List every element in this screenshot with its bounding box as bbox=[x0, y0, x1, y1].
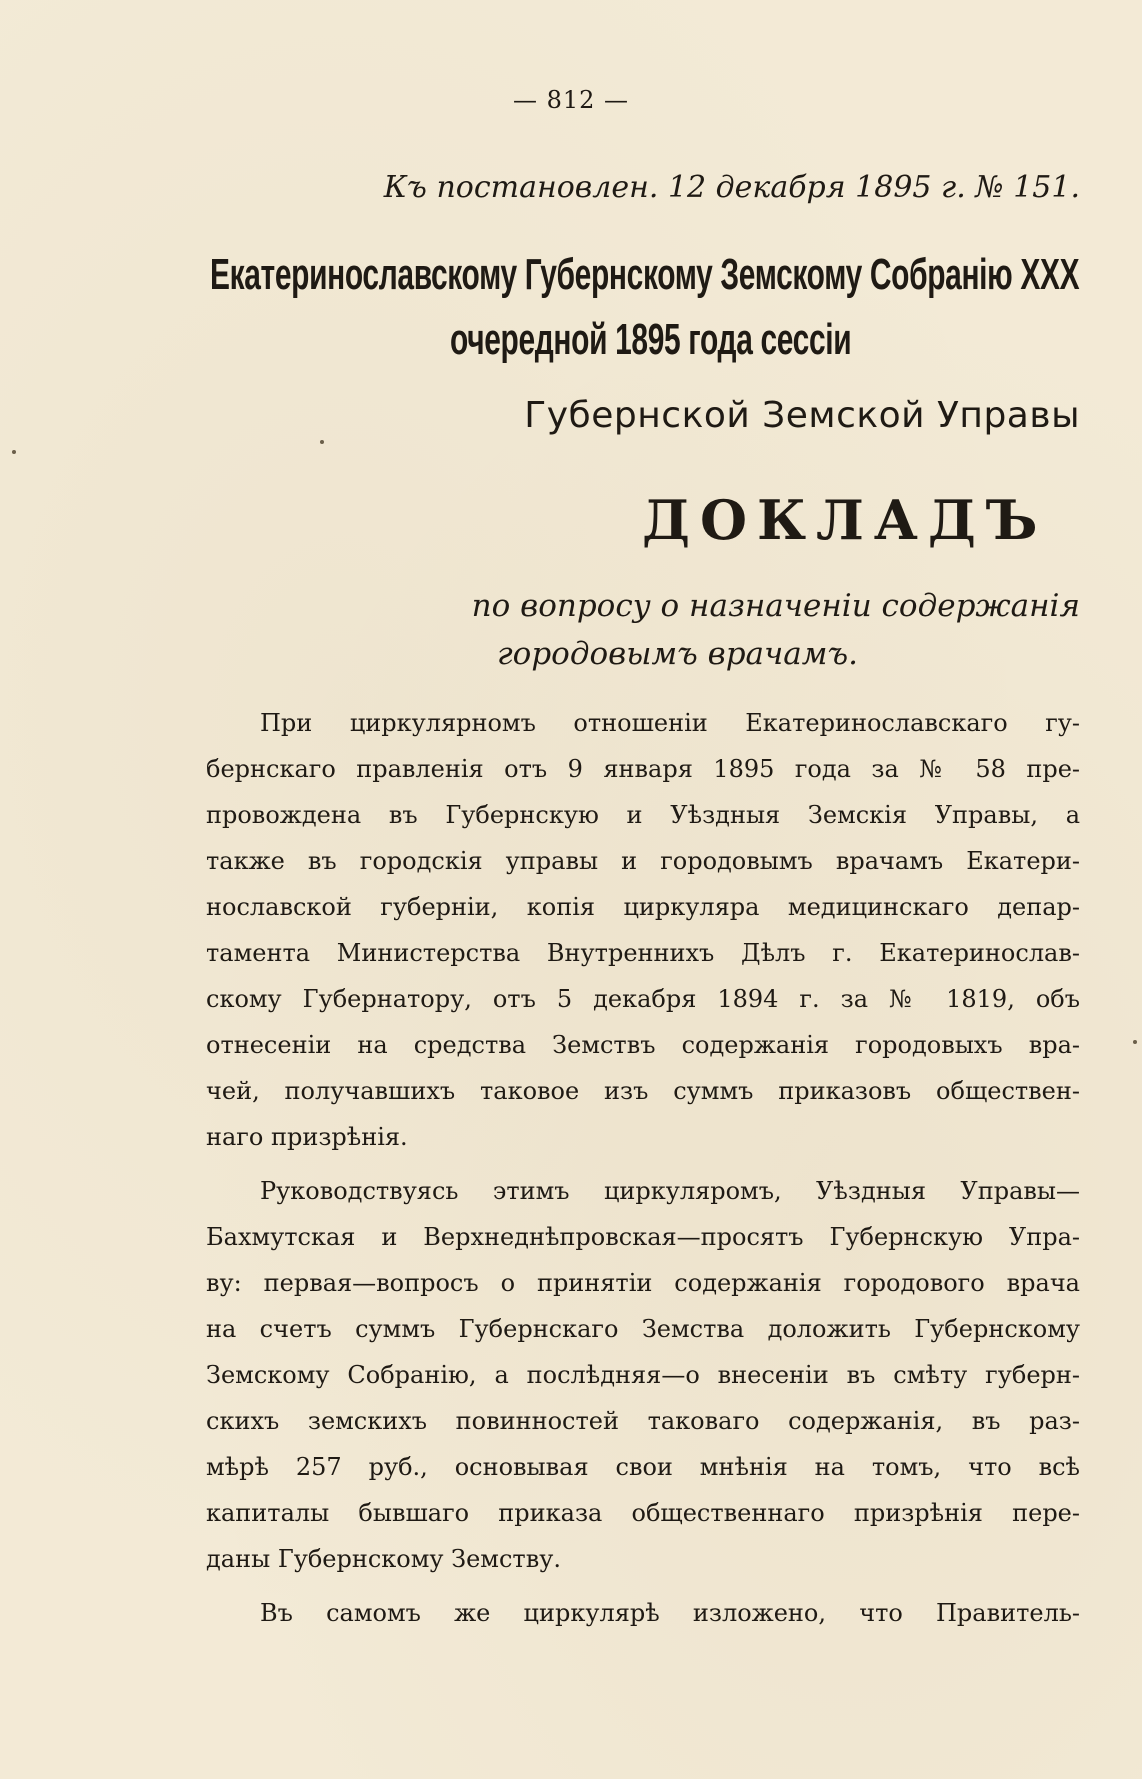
resolution-reference: Къ постановлен. 12 декабря 1895 г. № 151. bbox=[383, 170, 1080, 205]
text-line: даны Губернскому Земству. bbox=[206, 1545, 561, 1573]
body-text bbox=[206, 700, 1080, 1636]
subheading-board: Губернской Земской Управы bbox=[524, 395, 1080, 436]
paper-speck bbox=[1133, 1040, 1137, 1044]
text-line: чей, получавшихъ таковое изъ суммъ приказовъ обществен- bbox=[206, 1077, 1080, 1105]
text-line: Руководствуясь этимъ циркуляромъ, Уѣздныя Управы— bbox=[260, 1177, 1080, 1205]
heading-session: очередной 1895 года сессіи bbox=[450, 315, 852, 364]
text-line: Въ самомъ же циркулярѣ изложено, что Правитель- bbox=[260, 1599, 1080, 1627]
text-line: наго призрѣнія. bbox=[206, 1123, 408, 1151]
report-title: ДОКЛАДЪ bbox=[642, 488, 1048, 552]
text-line: отнесеніи на средства Земствъ содержанія городовыхъ вра- bbox=[206, 1031, 1080, 1059]
paper-speck bbox=[320, 440, 324, 444]
text-line: провождена въ Губернскую и Уѣздныя Земскія Управы, а bbox=[206, 801, 1080, 829]
heading-assembly: Екатеринославскому Губернскому Земскому Собранію XXX bbox=[210, 250, 1080, 299]
text-line: ву: первая—вопросъ о принятіи содержанія городового врача bbox=[206, 1269, 1080, 1297]
text-line: мѣрѣ 257 руб., основывая свои мнѣнія на томъ, что всѣ bbox=[206, 1453, 1080, 1481]
text-line: на счетъ суммъ Губернскаго Земства доложить Губернскому bbox=[206, 1315, 1080, 1343]
text-line: капиталы бывшаго приказа общественнаго призрѣнія пере- bbox=[206, 1499, 1080, 1527]
text-line: нославской губерніи, копія циркуляра медицинскаго депар- bbox=[206, 893, 1080, 921]
text-line: также въ городскія управы и городовымъ врачамъ Екатери- bbox=[206, 847, 1080, 875]
page-number: — 812 — bbox=[512, 86, 630, 114]
text-line: скому Губернатору, отъ 5 декабря 1894 г. за № 1819, объ bbox=[206, 985, 1080, 1013]
text-line: При циркулярномъ отношеніи Екатеринославскаго гу- bbox=[260, 709, 1080, 737]
text-line: Земскому Собранію, а послѣдняя—о внесеніи въ смѣту губерн- bbox=[206, 1361, 1080, 1389]
text-line: тамента Министерства Внутреннихъ Дѣлъ г. Екатеринослав- bbox=[206, 939, 1080, 967]
paper-speck bbox=[12, 450, 16, 454]
text-line: скихъ земскихъ повинностей таковаго содержанія, въ раз- bbox=[206, 1407, 1080, 1435]
text-line: бернскаго правленія отъ 9 января 1895 года за № 58 пре- bbox=[206, 755, 1080, 783]
topic-line-1: по вопросу о назначеніи содержанія bbox=[471, 588, 1080, 624]
topic-line-2: городовымъ врачамъ. bbox=[497, 636, 859, 672]
text-line: Бахмутская и Верхнеднѣпровская—просятъ Губернскую Упра- bbox=[206, 1223, 1080, 1251]
